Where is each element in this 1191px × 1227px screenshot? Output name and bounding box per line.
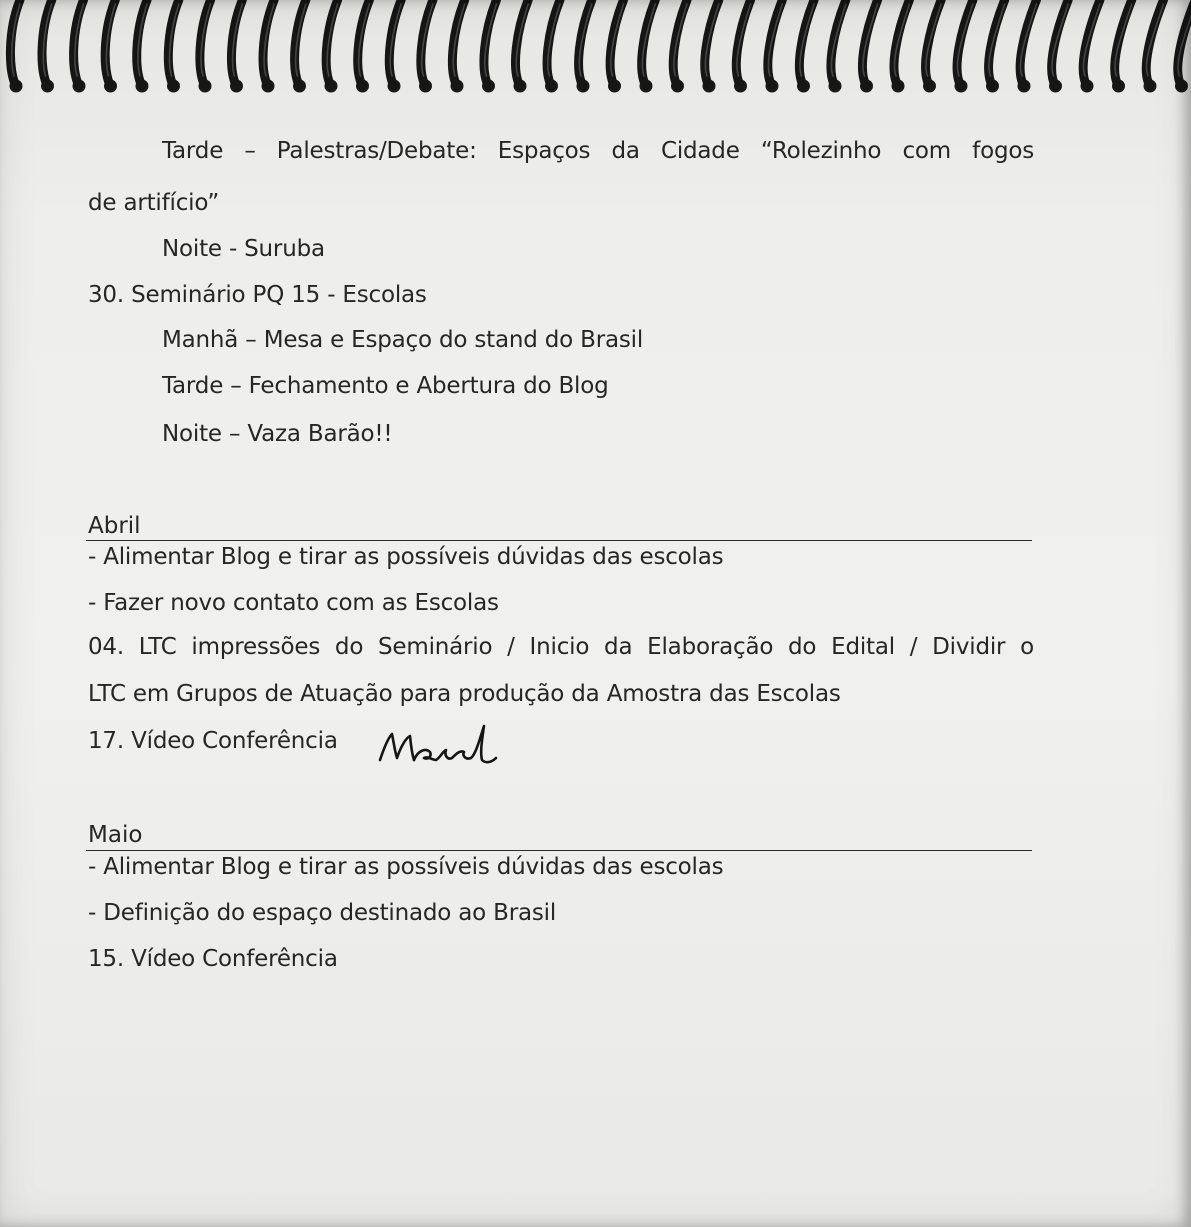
text-line: Noite – Vaza Barão!! [162,421,393,447]
spiral-coil [545,0,560,93]
spiral-coil [514,0,529,93]
spiral-coil [829,0,846,93]
spiral-coil [41,0,54,93]
list-item: 17. Vídeo Conferência [88,728,338,754]
text-line: Noite - Suruba [162,236,325,262]
spiral-coil [136,0,149,93]
section-divider [86,850,1032,851]
spiral-coil [986,0,1005,93]
spiral-coil [451,0,465,93]
spiral-coil [892,0,910,93]
section-divider [86,540,1032,541]
spiral-coil [1144,0,1164,93]
spiral-coil [577,0,592,93]
list-item: - Fazer novo contato com as Escolas [88,590,499,616]
spiral-coil [356,0,369,93]
list-item: - Alimentar Blog e tirar as possíveis dúvidas das escolas [88,544,724,570]
text-line: Manhã – Mesa e Espaço do stand do Brasil [162,327,644,353]
text-line: de artifício” [88,190,220,216]
list-item: 15. Vídeo Conferência [88,946,338,972]
spiral-coil [1081,0,1100,93]
spiral-coil [766,0,783,93]
spiral-coil [104,0,117,93]
section-heading-maio: Maio [88,822,143,848]
handwritten-signature-icon [376,720,506,768]
spiral-coil [1018,0,1037,93]
spiral-coil [262,0,275,93]
spiral-coil [73,0,86,93]
list-item: LTC em Grupos de Atuação para produção da Amostra das Escolas [88,681,841,707]
list-item: - Definição do espaço destinado ao Brasil [88,900,557,926]
spiral-coil [1049,0,1068,93]
spiral-coil [671,0,687,93]
text-line: Tarde – Fechamento e Abertura do Blog [162,373,609,399]
spiral-coil [703,0,719,93]
spiral-coil [955,0,973,93]
spiral-coil [199,0,212,93]
list-item: 04. LTC impressões do Seminário / Inicio da Elaboração do Edital / Dividir o [88,634,1034,660]
spiral-coil [923,0,941,93]
spiral-coil [1175,0,1191,93]
spiral-coil [640,0,656,93]
spiral-coil [10,0,23,93]
spiral-coil [1112,0,1132,93]
spiral-coil [230,0,243,93]
spiral-coil [608,0,624,93]
spiral-coil [325,0,338,93]
section-heading-abril: Abril [88,513,141,539]
text-line: 30. Seminário PQ 15 - Escolas [88,282,427,308]
text-line: Tarde – Palestras/Debate: Espaços da Cidade “Rolezinho com fogos [162,138,1034,164]
spiral-coil [293,0,306,93]
spiral-coil [734,0,751,93]
spiral-coil [419,0,433,93]
spiral-binding-icon [0,0,1191,110]
spiral-coil [388,0,402,93]
spiral-coil [860,0,878,93]
list-item: - Alimentar Blog e tirar as possíveis dúvidas das escolas [88,854,724,880]
spiral-coil [482,0,496,93]
spiral-coil [797,0,814,93]
spiral-coil [167,0,180,93]
